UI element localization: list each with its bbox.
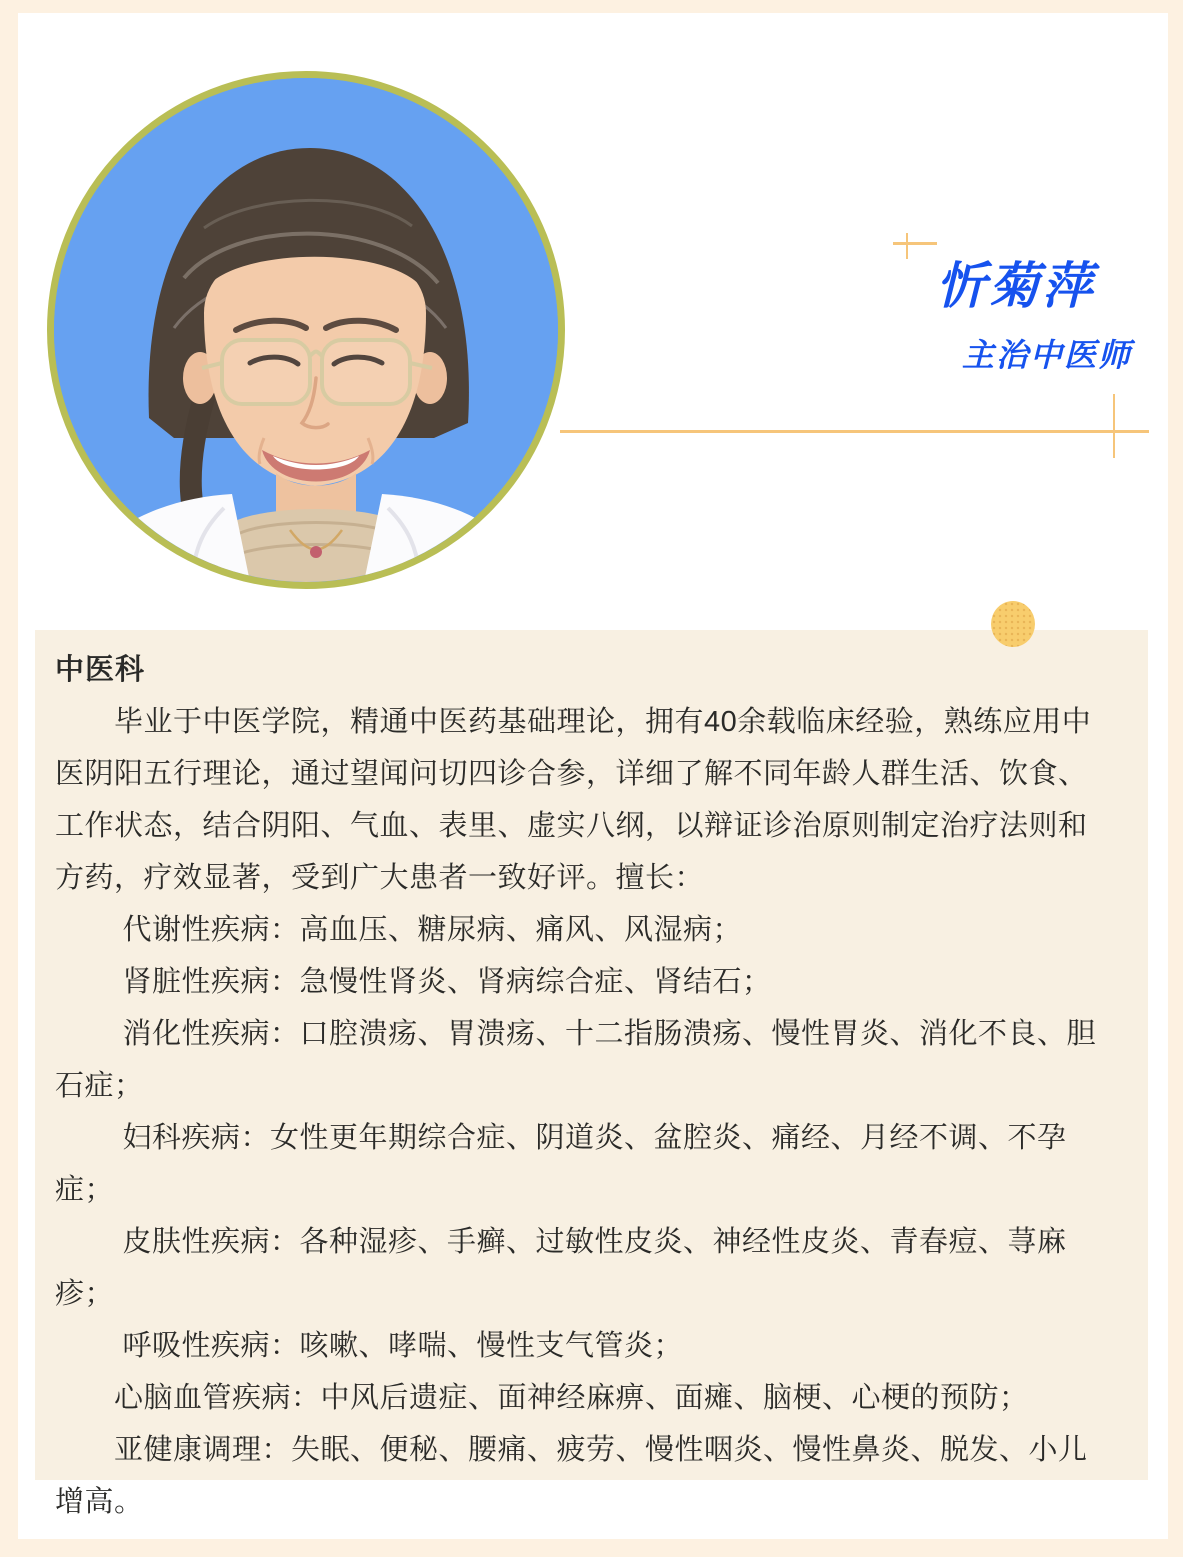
bio-line: 妇科疾病：女性更年期综合症、阴道炎、盆腔炎、痛经、月经不调、不孕 — [55, 1122, 1067, 1154]
dot-decoration-icon — [991, 601, 1035, 647]
doctor-title: 主治中医师 — [962, 337, 1133, 373]
divider-line — [560, 430, 1149, 433]
doctor-photo — [47, 71, 565, 589]
doctor-portrait-illustration — [54, 78, 558, 582]
plus-decoration-icon — [893, 233, 939, 261]
bio-line: 代谢性疾病：高血压、糖尿病、痛风、风湿病； — [55, 914, 743, 946]
plus-vertical-stroke — [906, 233, 908, 259]
bio-line: 增高。 — [55, 1486, 144, 1518]
bio-line: 工作状态，结合阴阳、气血、表里、虚实八纲，以辩证诊治原则制定治疗法则和 — [55, 810, 1088, 842]
bio-line: 皮肤性疾病：各种湿疹、手癣、过敏性皮炎、神经性皮炎、青春痘、荨麻 — [55, 1226, 1067, 1258]
bio-line: 石症； — [55, 1070, 144, 1102]
bio-line: 消化性疾病：口腔溃疡、胃溃疡、十二指肠溃疡、慢性胃炎、消化不良、胆 — [55, 1018, 1097, 1050]
doctor-name: 忻菊萍 — [936, 258, 1095, 314]
bio-line: 症； — [55, 1174, 115, 1206]
bio-line: 亚健康调理：失眠、便秘、腰痛、疲劳、慢性咽炎、慢性鼻炎、脱发、小儿 — [55, 1434, 1088, 1466]
bio-line: 毕业于中医学院，精通中医药基础理论，拥有40余载临床经验，熟练应用中 — [55, 706, 1092, 738]
bio-line: 心脑血管疾病：中风后遗症、面神经麻痹、面瘫、脑梗、心梗的预防； — [55, 1382, 1029, 1414]
bio-line: 疹； — [55, 1278, 115, 1310]
plus-horizontal-stroke — [893, 242, 937, 245]
bio-line: 肾脏性疾病：急慢性肾炎、肾病综合症、肾结石； — [55, 966, 772, 998]
bio-line: 医阴阳五行理论，通过望闻问切四诊合参，详细了解不同年龄人群生活、饮食、 — [55, 758, 1088, 790]
bio-lines — [55, 696, 1132, 1528]
divider-tick — [1113, 394, 1115, 458]
department-title: 中医科 — [55, 654, 146, 686]
bio-line: 方药，疗效显著，受到广大患者一致好评。擅长： — [55, 862, 705, 894]
bio-line: 呼吸性疾病：咳嗽、哮喘、慢性支气管炎； — [55, 1330, 684, 1362]
bio-box — [35, 630, 1148, 1518]
